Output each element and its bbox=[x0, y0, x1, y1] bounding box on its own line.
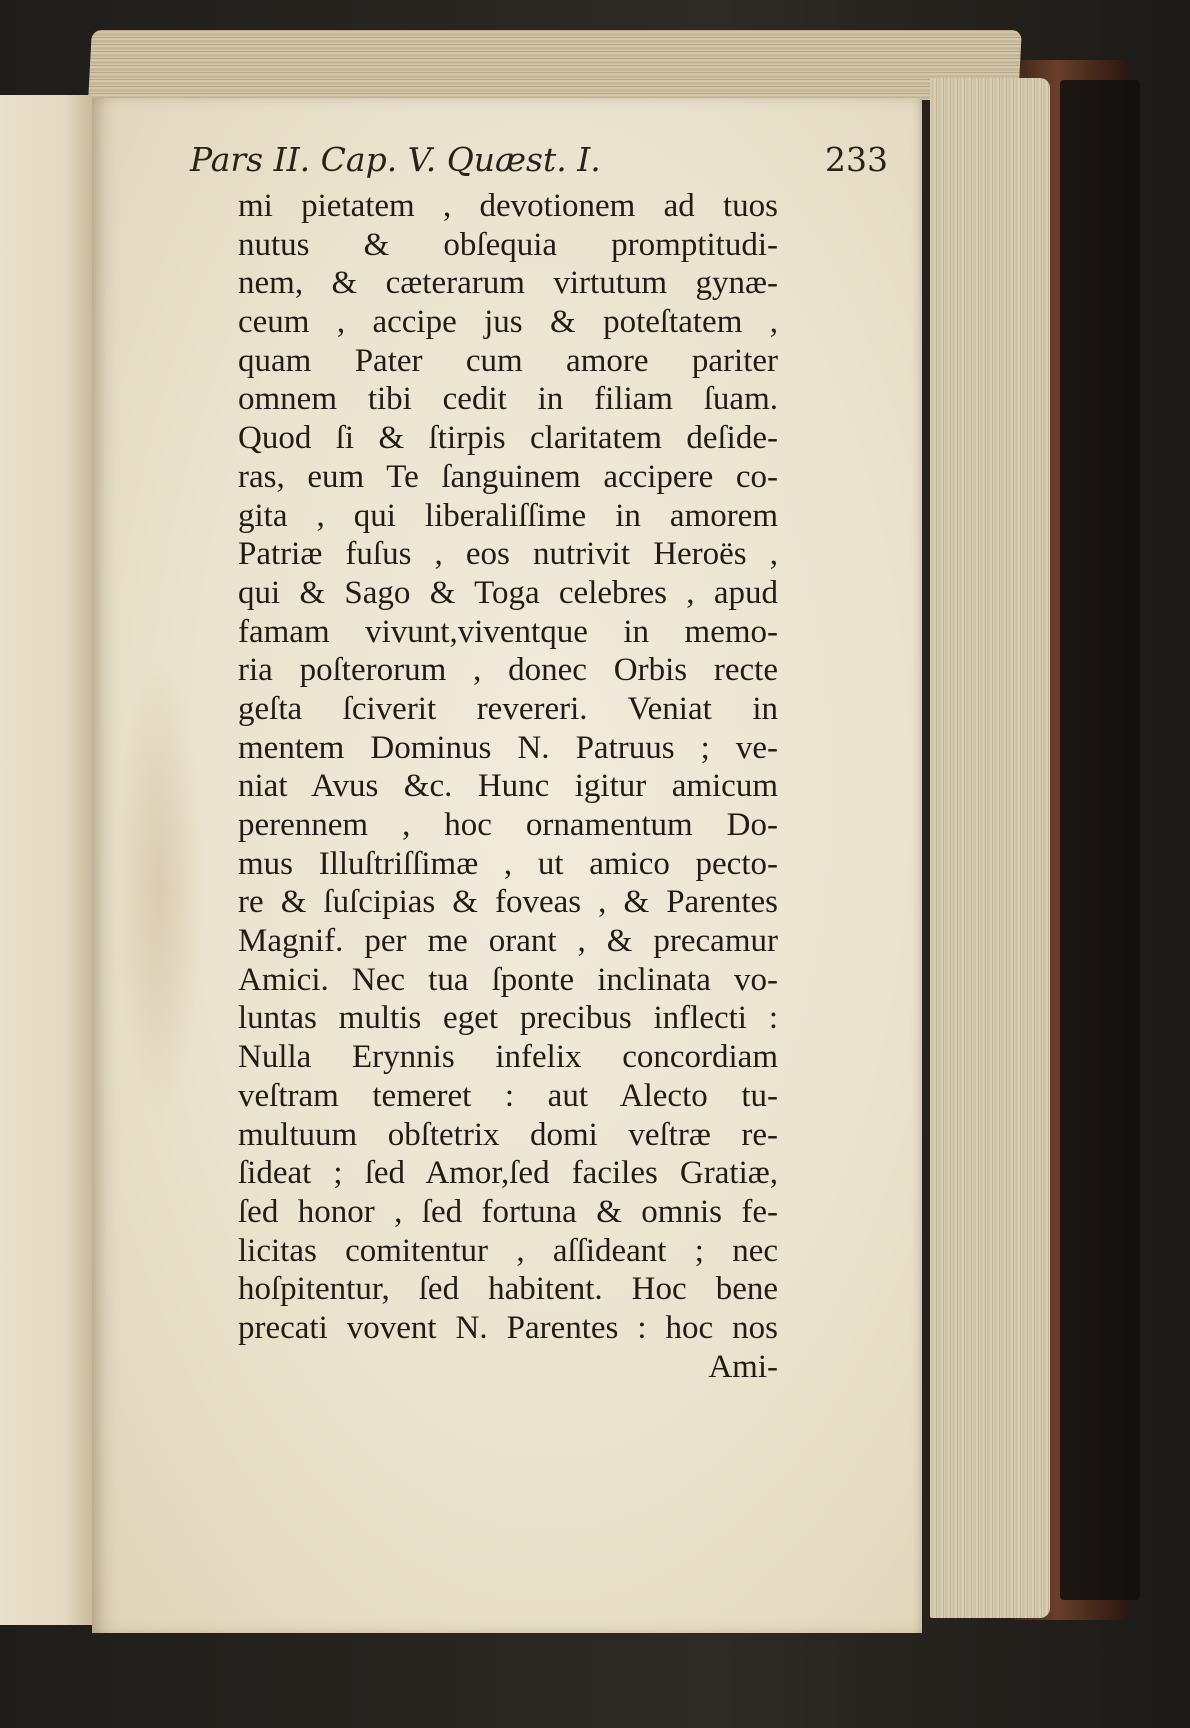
text-line: qui & Sago & Toga celebres , apud bbox=[238, 574, 778, 611]
text-line: perennem , hoc ornamentum Do- bbox=[238, 807, 778, 843]
text-line: niat Avus &c. Hunc igitur amicum bbox=[238, 768, 778, 805]
text-line: Patriæ fuſus , eos nutrivit Heroës , bbox=[238, 536, 778, 573]
text-line: ria poſterorum , donec Orbis recte bbox=[238, 652, 778, 689]
text-line: Magnif. per me orant , & precamur bbox=[238, 923, 778, 960]
text-line: mentem Dominus N. Patruus ; ve- bbox=[238, 729, 778, 766]
text-line: Nulla Erynnis infelix concordiam bbox=[238, 1039, 778, 1076]
body-text bbox=[238, 187, 778, 1386]
text-line: mi pietatem , devotionem ad tuos bbox=[238, 188, 778, 224]
text-line: ſideat ; ſed Amor,ſed faciles Gratiæ, bbox=[238, 1155, 778, 1192]
text-line: Amici. Nec tua ſponte inclinata vo- bbox=[238, 961, 778, 998]
text-line: nem, & cæterarum virtutum gynæ- bbox=[238, 265, 778, 302]
catchword: Ami- bbox=[708, 1348, 778, 1385]
text-line: luntas multis eget precibus inflecti : bbox=[238, 1000, 778, 1037]
left-page-fragment bbox=[0, 95, 92, 1625]
page-stack-fore-edge bbox=[930, 78, 1050, 1618]
text-line: omnem tibi cedit in filiam ſuam. bbox=[238, 381, 778, 418]
running-head bbox=[190, 140, 888, 179]
text-line: licitas comitentur , aſſideant ; nec bbox=[238, 1232, 778, 1269]
page-number: 233 bbox=[825, 140, 888, 179]
running-head-title: Pars II. Cap. V. Quæst. I. bbox=[190, 140, 601, 179]
text-line: ras, eum Te ſanguinem accipere co- bbox=[238, 458, 778, 495]
page-stack-top-edge bbox=[88, 30, 1022, 100]
text-line: ſed honor , ſed fortuna & omnis fe- bbox=[238, 1193, 778, 1230]
text-line: Quod ſi & ſtirpis claritatem deſide- bbox=[238, 420, 778, 457]
text-line: famam vivunt,viventque in memo- bbox=[238, 613, 778, 650]
text-line: quam Pater cum amore pariter bbox=[238, 342, 778, 379]
page-stain bbox=[114, 658, 204, 1118]
text-line: precati vovent N. Parentes : hoc nos bbox=[238, 1309, 778, 1346]
text-line: nutus & obſequia promptitudi- bbox=[238, 226, 778, 263]
book-cover-shadow bbox=[1060, 80, 1140, 1600]
text-line: re & ſuſcipias & foveas , & Parentes bbox=[238, 884, 778, 921]
text-line: gita , qui liberaliſſime in amorem bbox=[238, 497, 778, 534]
text-line: mus Illuſtriſſimæ , ut amico pecto- bbox=[238, 845, 778, 882]
text-line: multuum obſtetrix domi veſtræ re- bbox=[238, 1116, 778, 1153]
text-line: geſta ſciverit revereri. Veniat in bbox=[238, 690, 778, 727]
text-line: hoſpitentur, ſed habitent. Hoc bene bbox=[238, 1271, 778, 1308]
text-line: ceum , accipe jus & poteſtatem , bbox=[238, 304, 778, 341]
text-line: veſtram temeret : aut Alecto tu- bbox=[238, 1077, 778, 1114]
